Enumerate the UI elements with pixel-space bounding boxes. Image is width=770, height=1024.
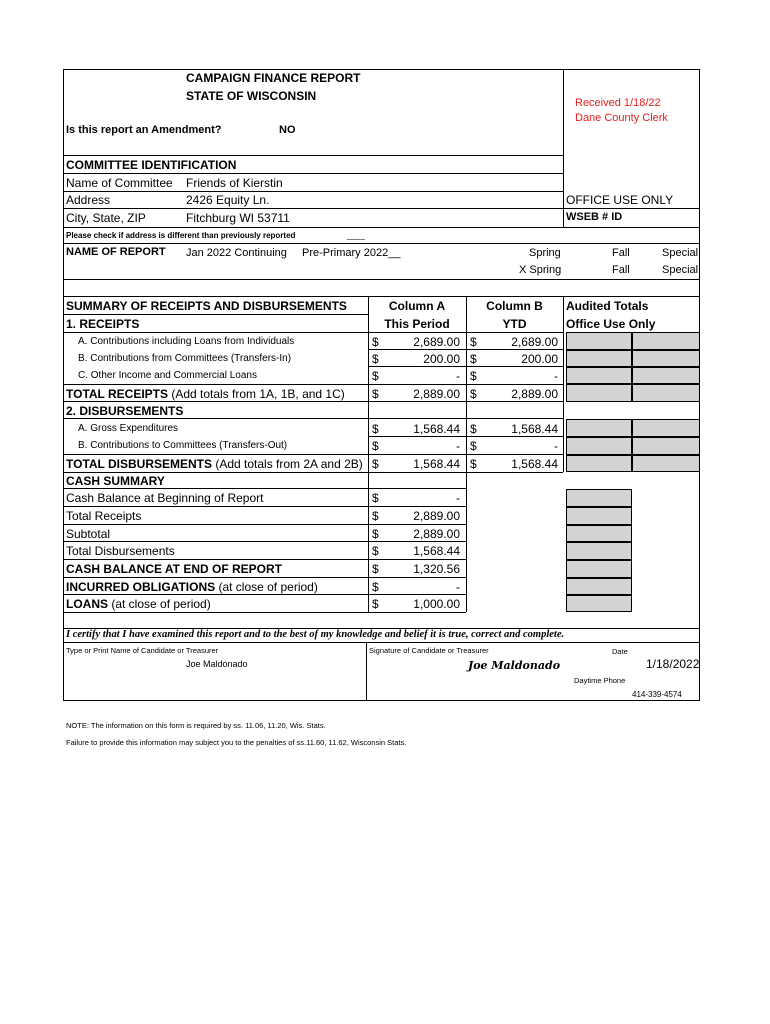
- address-label: Address: [66, 193, 111, 207]
- phone-value: 414-339-4574: [632, 690, 682, 699]
- city-label: City, State, ZIP: [66, 211, 146, 225]
- wseb-id-label: WSEB # ID: [566, 211, 623, 223]
- incurred-rest: (at close of period): [215, 580, 318, 594]
- summary-line: [368, 349, 563, 350]
- report-title: CAMPAIGN FINANCE REPORT: [186, 71, 361, 85]
- dollar-sign: $: [470, 457, 477, 471]
- dollar-sign: $: [372, 580, 379, 594]
- spacer-bottom-line: [63, 296, 700, 297]
- dollar-sign: $: [372, 439, 379, 453]
- incurred-bold: INCURRED OBLIGATIONS: [66, 580, 216, 594]
- loans-rest: (at close of period): [108, 597, 211, 611]
- audited-box: [566, 578, 632, 595]
- note-line-1: NOTE: The information on this form is required by ss. 11.06, 11.20, Wis. Stats.: [66, 721, 326, 730]
- receipt-a-ytd: 2,689.00: [511, 335, 558, 349]
- summary-title: SUMMARY OF RECEIPTS AND DISBURSEMENTS: [66, 299, 347, 313]
- dollar-sign: $: [470, 335, 477, 349]
- receipt-label-b: B. Contributions from Committees (Transfers-In): [78, 353, 292, 364]
- office-box-divider: [563, 69, 564, 227]
- dollar-sign: $: [470, 387, 477, 401]
- note-line-2: Failure to provide this information may subject you to the penalties of ss.11.60, 11.62, Wisconsin Stats.: [66, 738, 407, 747]
- amendment-value: NO: [279, 124, 296, 136]
- cash-line: [63, 577, 466, 578]
- report-option-preprimary: Pre-Primary 2022__: [302, 247, 401, 259]
- summary-line: [368, 366, 563, 367]
- cash-row-label: Subtotal: [66, 527, 111, 541]
- cash-row-value: 2,889.00: [413, 527, 460, 541]
- loans-bold: LOANS: [66, 597, 108, 611]
- report-option-special-2: Special: [662, 264, 699, 276]
- receipts-title: 1. RECEIPTS: [66, 317, 140, 331]
- total-receipts-bold: TOTAL RECEIPTS: [66, 387, 169, 401]
- audited-box: [632, 455, 700, 472]
- received-stamp-line1: Received 1/18/22: [575, 97, 661, 109]
- audited-box: [566, 560, 632, 578]
- dollar-sign: $: [372, 509, 379, 523]
- receipt-a-period: 2,689.00: [413, 335, 460, 349]
- audited-box: [566, 419, 632, 437]
- dollar-sign: $: [470, 352, 477, 366]
- audited-box: [632, 332, 700, 350]
- summary-line: [63, 384, 563, 385]
- amendment-label: Is this report an Amendment?: [66, 124, 222, 136]
- dollar-sign: $: [372, 422, 379, 436]
- address-check-blank: ____: [347, 231, 365, 240]
- committee-section-title: COMMITTEE IDENTIFICATION: [66, 158, 237, 172]
- city-value: Fitchburg WI 53711: [186, 211, 290, 225]
- disb-a-ytd: 1,568.44: [511, 422, 558, 436]
- audited-box: [632, 350, 700, 367]
- disb-a-period: 1,568.44: [413, 422, 460, 436]
- dollar-sign: $: [372, 597, 379, 611]
- receipt-label-a: A. Contributions including Loans from Individuals: [78, 336, 295, 347]
- cert-divider: [366, 642, 367, 701]
- audited-box: [566, 595, 632, 612]
- disb-b-ytd: -: [554, 439, 558, 453]
- audited-box: [566, 507, 632, 525]
- audited-subheading: Office Use Only: [566, 317, 656, 331]
- audited-heading: Audited Totals: [566, 299, 649, 313]
- col-b-subheading: YTD: [502, 317, 527, 331]
- print-name-value: Joe Maldonado: [186, 659, 248, 669]
- audited-box: [632, 419, 700, 437]
- report-option-special: Special: [662, 247, 699, 259]
- address-value: 2426 Equity Ln.: [186, 193, 270, 207]
- col-a-right-cash: [466, 472, 467, 612]
- total-disb-rest: (Add totals from 2A and 2B): [212, 457, 363, 471]
- cash-row-value: 2,889.00: [413, 509, 460, 523]
- phone-label: Daytime Phone: [574, 676, 626, 685]
- dollar-sign: $: [372, 491, 379, 505]
- total-receipts-rest: (Add totals from 1A, 1B, and 1C): [168, 387, 345, 401]
- loans-value: 1,000.00: [413, 597, 460, 611]
- summary-line: [63, 332, 563, 333]
- disb-b-period: -: [456, 439, 460, 453]
- audited-box: [566, 350, 632, 367]
- cash-row-value: 1,320.56: [413, 562, 460, 576]
- committee-name-value: Friends of Kierstin: [186, 176, 283, 190]
- dollar-sign: $: [372, 527, 379, 541]
- report-name-bottom-line: [63, 279, 700, 280]
- total-disb-ytd: 1,568.44: [511, 457, 558, 471]
- address-check-label: Please check if address is different than previously reported: [66, 231, 296, 240]
- audited-box: [632, 437, 700, 455]
- summary-line: [63, 454, 563, 455]
- col-a-heading: Column A: [388, 299, 446, 313]
- audited-box: [566, 332, 632, 350]
- cash-row-label: Cash Balance at Beginning of Report: [66, 491, 264, 505]
- date-label: Date: [612, 647, 628, 656]
- cash-row-label: CASH BALANCE AT END OF REPORT: [66, 562, 282, 576]
- cash-line: [63, 506, 466, 507]
- audited-box: [566, 384, 632, 402]
- col-b-right: [563, 296, 564, 472]
- disbursements-title: 2. DISBURSEMENTS: [66, 404, 184, 418]
- cert-statement-line: [63, 642, 700, 643]
- dollar-sign: $: [372, 544, 379, 558]
- report-name-label: NAME OF REPORT: [66, 246, 166, 258]
- report-option-jan: Jan 2022 Continuing: [186, 247, 287, 259]
- disb-label-a: A. Gross Expenditures: [78, 423, 179, 434]
- report-option-spring: Spring: [529, 247, 561, 259]
- committee-row-line: [63, 208, 563, 209]
- audited-box: [566, 437, 632, 455]
- cash-line: [63, 524, 466, 525]
- audited-box: [566, 542, 632, 560]
- incurred-value: -: [456, 580, 460, 594]
- office-use-label: OFFICE USE ONLY: [566, 193, 674, 207]
- summary-line: [63, 401, 563, 402]
- total-receipts-ytd: 2,889.00: [511, 387, 558, 401]
- header-bottom-line: [63, 155, 563, 156]
- audited-box: [632, 384, 700, 402]
- loans-label: [66, 597, 211, 611]
- cash-row-value: -: [456, 491, 460, 505]
- col-a-subheading: This Period: [384, 317, 450, 331]
- receipt-label-c: C. Other Income and Commercial Loans: [78, 370, 257, 381]
- cash-row-label: Total Receipts: [66, 509, 142, 523]
- total-disbursements-label: [66, 457, 363, 471]
- dollar-sign: $: [470, 439, 477, 453]
- cash-line: [63, 541, 466, 542]
- receipt-b-ytd: 200.00: [521, 352, 558, 366]
- audited-box: [566, 455, 632, 472]
- dollar-sign: $: [372, 369, 379, 383]
- audited-box: [566, 367, 632, 384]
- report-option-fall-2: Fall: [612, 264, 630, 276]
- committee-row-line: [63, 191, 563, 192]
- cash-row-value: 1,568.44: [413, 544, 460, 558]
- print-name-label: Type or Print Name of Candidate or Treasurer: [66, 646, 219, 655]
- total-disb-period: 1,568.44: [413, 457, 460, 471]
- summary-line: [368, 436, 563, 437]
- audited-box: [632, 367, 700, 384]
- signature-label: Signature of Candidate or Treasurer: [369, 646, 489, 655]
- cash-line: [63, 559, 466, 560]
- signature: Joe Maldonado: [468, 659, 561, 672]
- dollar-sign: $: [372, 387, 379, 401]
- cash-line: [63, 594, 466, 595]
- receipt-c-period: -: [456, 369, 460, 383]
- dollar-sign: $: [372, 562, 379, 576]
- dollar-sign: $: [372, 457, 379, 471]
- receipt-b-period: 200.00: [423, 352, 460, 366]
- incurred-obligations-label: [66, 580, 318, 594]
- col-b-heading: Column B: [486, 299, 543, 313]
- dollar-sign: $: [470, 422, 477, 436]
- report-option-x-spring: X Spring: [519, 264, 562, 276]
- summary-line: [63, 418, 563, 419]
- disb-label-b: B. Contributions to Committees (Transfers-Out): [78, 440, 288, 451]
- report-option-fall: Fall: [612, 247, 630, 259]
- cash-summary-title: CASH SUMMARY: [66, 474, 165, 488]
- date-value: 1/18/2022: [646, 657, 700, 671]
- committee-name-label: Name of Committee: [66, 176, 173, 190]
- committee-title-line: [63, 173, 563, 174]
- summary-line: [63, 314, 368, 315]
- cash-row-label: Total Disbursements: [66, 544, 175, 558]
- cash-bottom-line: [63, 612, 466, 613]
- committee-bottom-line: [63, 227, 700, 228]
- summary-line: [63, 472, 563, 473]
- cash-line: [63, 488, 466, 489]
- audited-box: [566, 525, 632, 542]
- certification-statement: I certify that I have examined this report and to the best of my knowledge and belief it is true, correct and complete.: [66, 629, 565, 640]
- report-subtitle: STATE OF WISCONSIN: [186, 89, 317, 103]
- total-receipts-label: [66, 387, 345, 401]
- dollar-sign: $: [372, 335, 379, 349]
- receipt-c-ytd: -: [554, 369, 558, 383]
- audited-box: [566, 489, 632, 507]
- dollar-sign: $: [470, 369, 477, 383]
- dollar-sign: $: [372, 352, 379, 366]
- address-check-line: [63, 243, 700, 244]
- received-stamp-line2: Dane County Clerk: [575, 112, 668, 124]
- total-receipts-period: 2,889.00: [413, 387, 460, 401]
- total-disb-bold: TOTAL DISBURSEMENTS: [66, 457, 213, 471]
- office-use-line: [563, 208, 700, 209]
